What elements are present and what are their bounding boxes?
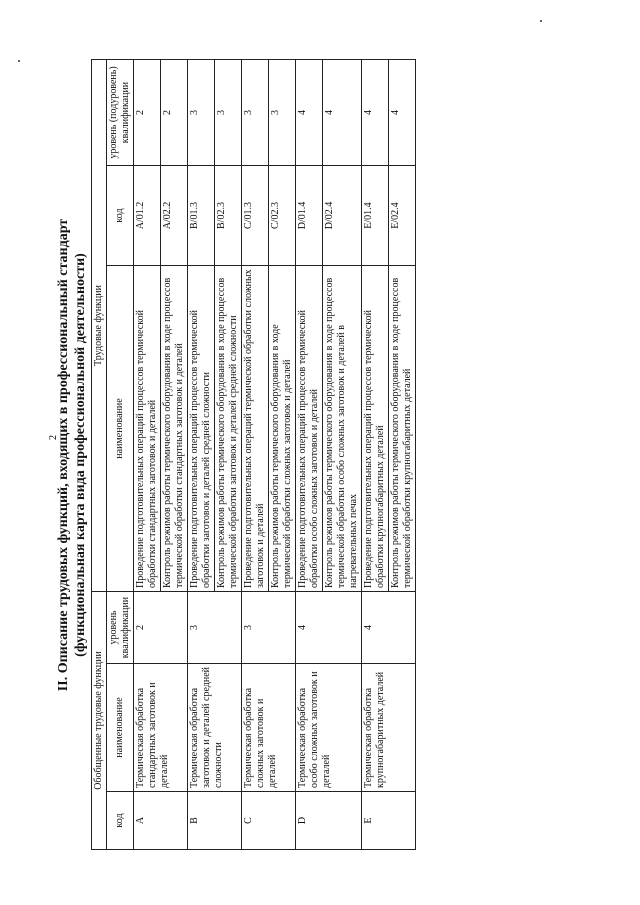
page-number: 2 (48, 435, 59, 440)
generalized-function-name: Термическая обработка крупногабаритных деталей (362, 664, 416, 792)
generalized-function-level: 4 (362, 592, 416, 664)
labor-function-name: Проведение подготовительных операций термической обработки сложных заготовок и деталей (242, 266, 269, 592)
scan-speck (540, 20, 542, 22)
generalized-function-level: 2 (134, 592, 188, 664)
labor-function-level: 4 (323, 60, 362, 166)
labor-function-code: B/02.3 (215, 166, 242, 266)
labor-function-name: Контроль режимов работы термического оборудования в ходе процессов термической обработки стандартных заготовок и деталей (161, 266, 188, 592)
scan-speck (18, 60, 20, 62)
generalized-function-name: Термическая обработка стандартных заготовок и деталей (134, 664, 188, 792)
table-row (134, 60, 161, 850)
labor-function-name: Контроль режимов работы термического оборудования в ходе процессов термической обработки заготовок и деталей средней сложности (215, 266, 242, 592)
labor-function-code: A/01.2 (134, 166, 161, 266)
rotated-document (55, 60, 535, 850)
labor-function-level: 2 (161, 60, 188, 166)
document-title: II. Описание трудовых функций, входящих в профессиональный стандарт (56, 218, 71, 692)
labor-function-name: Контроль режимов работы термического оборудования в ходе термической обработки сложных заготовок и деталей (269, 266, 296, 592)
col-code-header: код (107, 792, 134, 850)
labor-function-level: 3 (215, 60, 242, 166)
generalized-function-level: 4 (296, 592, 362, 664)
generalized-function-level: 3 (188, 592, 242, 664)
table-row (242, 60, 269, 850)
col-level-header: уровень квалификации (107, 592, 134, 664)
generalized-function-name: Термическая обработка сложных заготовок и деталей (242, 664, 296, 792)
labor-function-name: Контроль режимов работы термического оборудования в ходе процессов термической обработки крупногабаритных деталей (389, 266, 416, 592)
col-tf-level-header: уровень (подуровень) квалификации (107, 60, 134, 166)
labor-function-code: A/02.2 (161, 166, 188, 266)
labor-function-code: E/01.4 (362, 166, 389, 266)
generalized-functions-header: Обобщенные трудовые функции (92, 592, 107, 850)
col-tf-name-header: наименование (107, 266, 134, 592)
labor-function-level: 4 (389, 60, 416, 166)
labor-function-code: D/01.4 (296, 166, 323, 266)
functional-map-table (91, 59, 416, 850)
col-tf-code-header: код (107, 166, 134, 266)
generalized-function-code: A (134, 792, 188, 850)
labor-function-level: 3 (269, 60, 296, 166)
table-row (188, 60, 215, 850)
labor-function-code: B/01.3 (188, 166, 215, 266)
col-name-header: наименование (107, 664, 134, 792)
labor-function-code: C/01.3 (242, 166, 269, 266)
labor-function-name: Проведение подготовительных операций процессов термической обработки особо сложных заготовок и деталей (296, 266, 323, 592)
generalized-function-name: Термическая обработка особо сложных заготовок и деталей (296, 664, 362, 792)
labor-functions-header: Трудовые функции (92, 60, 107, 592)
document-subtitle: (функциональная карта вида профессиональной деятельности) (73, 253, 88, 657)
labor-function-level: 3 (242, 60, 269, 166)
labor-function-level: 4 (362, 60, 389, 166)
labor-function-code: C/02.3 (269, 166, 296, 266)
group-header-row (92, 60, 107, 850)
labor-function-name: Контроль режимов работы термического оборудования в ходе процессов термической обработки особо сложных заготовок и деталей в нагревательных печах (323, 266, 362, 592)
labor-function-level: 4 (296, 60, 323, 166)
table-row (362, 60, 389, 850)
labor-function-level: 3 (188, 60, 215, 166)
labor-function-name: Проведение подготовительных операций процессов термической обработки стандартных заготовок и деталей (134, 266, 161, 592)
labor-function-code: E/02.4 (389, 166, 416, 266)
generalized-function-code: D (296, 792, 362, 850)
table-row (296, 60, 323, 850)
column-header-row (107, 60, 134, 850)
generalized-function-code: C (242, 792, 296, 850)
labor-function-level: 2 (134, 60, 161, 166)
labor-function-code: D/02.4 (323, 166, 362, 266)
generalized-function-level: 3 (242, 592, 296, 664)
generalized-function-name: Термическая обработка заготовок и деталей средней сложности (188, 664, 242, 792)
generalized-function-code: B (188, 792, 242, 850)
labor-function-name: Проведение подготовительных операций процессов термической обработки заготовок и деталей средней сложности (188, 266, 215, 592)
generalized-function-code: E (362, 792, 416, 850)
labor-function-name: Проведение подготовительных операций процессов термической обработки крупногабаритных деталей (362, 266, 389, 592)
